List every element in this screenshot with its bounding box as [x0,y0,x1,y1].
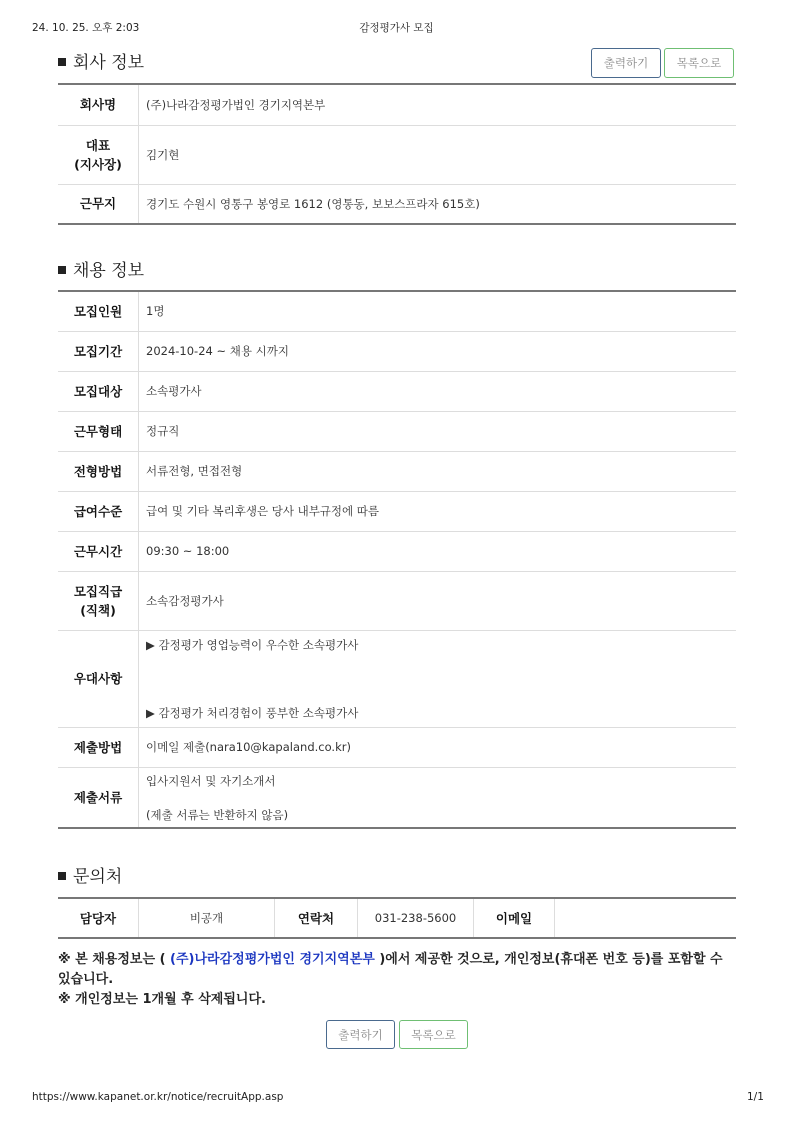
square-bullet-icon [58,872,66,880]
hours-value: 09:30 ~ 18:00 [139,531,737,571]
print-url: https://www.kapanet.or.kr/notice/recruitApp.asp [32,1091,284,1103]
company-section-label: 회사 정보 [73,53,145,73]
process-value: 서류전형, 면접전형 [139,451,737,491]
print-button[interactable]: 출력하기 [591,48,661,78]
preferred-item: ▶ 감정평가 영업능력이 우수한 소속평가사 [146,637,359,652]
table-row [58,451,736,491]
ceo-value: 김기현 [139,125,737,184]
table-row [58,531,736,571]
table-row [58,125,736,184]
target-label: 모집대상 [58,371,139,411]
table-row [58,571,736,630]
target-value: 소속평가사 [139,371,737,411]
table-row [58,184,736,224]
company-section-title [58,48,144,73]
documents-label: 제출서류 [58,767,139,828]
position-label-line1: 모집직급 [73,583,123,599]
table-row [58,84,736,125]
email-label: 이메일 [474,898,555,938]
company-name-value: (주)나라감정평가법인 경기지역본부 [139,84,737,125]
submit-method-label: 제출방법 [58,727,139,767]
contact-section-label: 문의처 [73,867,123,887]
company-info-table [58,83,736,225]
contact-table [58,897,736,939]
manager-label: 담당자 [58,898,139,938]
location-value: 경기도 수원시 영통구 봉영로 1612 (영통동, 보보스프라자 615호) [146,196,480,211]
ceo-label-line1: 대표 [85,137,111,153]
table-row [58,491,736,531]
documents-line: (제출 서류는 반환하지 않음) [146,807,289,822]
table-row [58,727,736,767]
employment-label: 근무형태 [58,411,139,451]
salary-label: 급여수준 [58,491,139,531]
recruit-section-title [58,256,144,281]
salary-value: 급여 및 기타 복리후생은 당사 내부규정에 따름 [139,491,737,531]
list-button[interactable]: 목록으로 [664,48,734,78]
submit-method-value: 이메일 제출(nara10@kapaland.co.kr) [139,727,737,767]
documents-value [139,767,737,828]
contact-section-title [58,862,122,887]
hours-label: 근무시간 [58,531,139,571]
print-button-bottom[interactable]: 출력하기 [326,1020,395,1049]
notice-privacy [58,950,738,990]
notice-company: (주)나라감정평가법인 경기지역본부 [170,952,375,967]
notice-prefix: ※ 본 채용정보는 ( [58,952,171,967]
table-row [58,898,736,938]
notice-suffix: )에서 제공한 것으로, 개인정보(휴대폰 번호 등)를 포함할 수 있습니다. [58,952,723,987]
period-label: 모집기간 [58,331,139,371]
print-page-number: 1/1 [747,1091,764,1103]
table-row [58,291,736,331]
notice-deletion: ※ 개인정보는 1개월 후 삭제됩니다. [58,992,266,1007]
manager-value: 비공개 [139,898,275,938]
position-label [58,571,139,630]
headcount-label: 모집인원 [58,291,139,331]
location-label: 근무지 [58,184,139,224]
position-label-line2: (직책) [80,602,116,618]
print-datetime: 24. 10. 25. 오후 2:03 [32,22,140,34]
phone-label: 연락처 [275,898,358,938]
headcount-value: 1명 [139,291,737,331]
square-bullet-icon [58,266,66,274]
preferred-item: ▶ 감정평가 처리경험이 풍부한 소속평가사 [146,705,359,720]
table-row [58,767,736,828]
recruit-section-label: 채용 정보 [73,261,145,281]
company-name-label: 회사명 [58,84,139,125]
table-row [58,630,736,727]
email-value [555,898,737,938]
square-bullet-icon [58,58,66,66]
table-row [58,411,736,451]
list-button-bottom[interactable]: 목록으로 [399,1020,468,1049]
preferred-value [139,630,737,727]
table-row [58,371,736,411]
ceo-label-line2: (지사장) [74,156,122,172]
period-value: 2024-10-24 ~ 채용 시까지 [139,331,737,371]
position-value: 소속감정평가사 [139,571,737,630]
ceo-label [58,125,139,184]
print-title: 감정평가사 모집 [359,22,434,34]
employment-value: 정규직 [139,411,737,451]
process-label: 전형방법 [58,451,139,491]
phone-value: 031-238-5600 [358,898,474,938]
recruit-info-table [58,290,736,829]
preferred-label: 우대사항 [58,630,139,727]
table-row [58,331,736,371]
documents-line: 입사지원서 및 자기소개서 [146,773,276,788]
